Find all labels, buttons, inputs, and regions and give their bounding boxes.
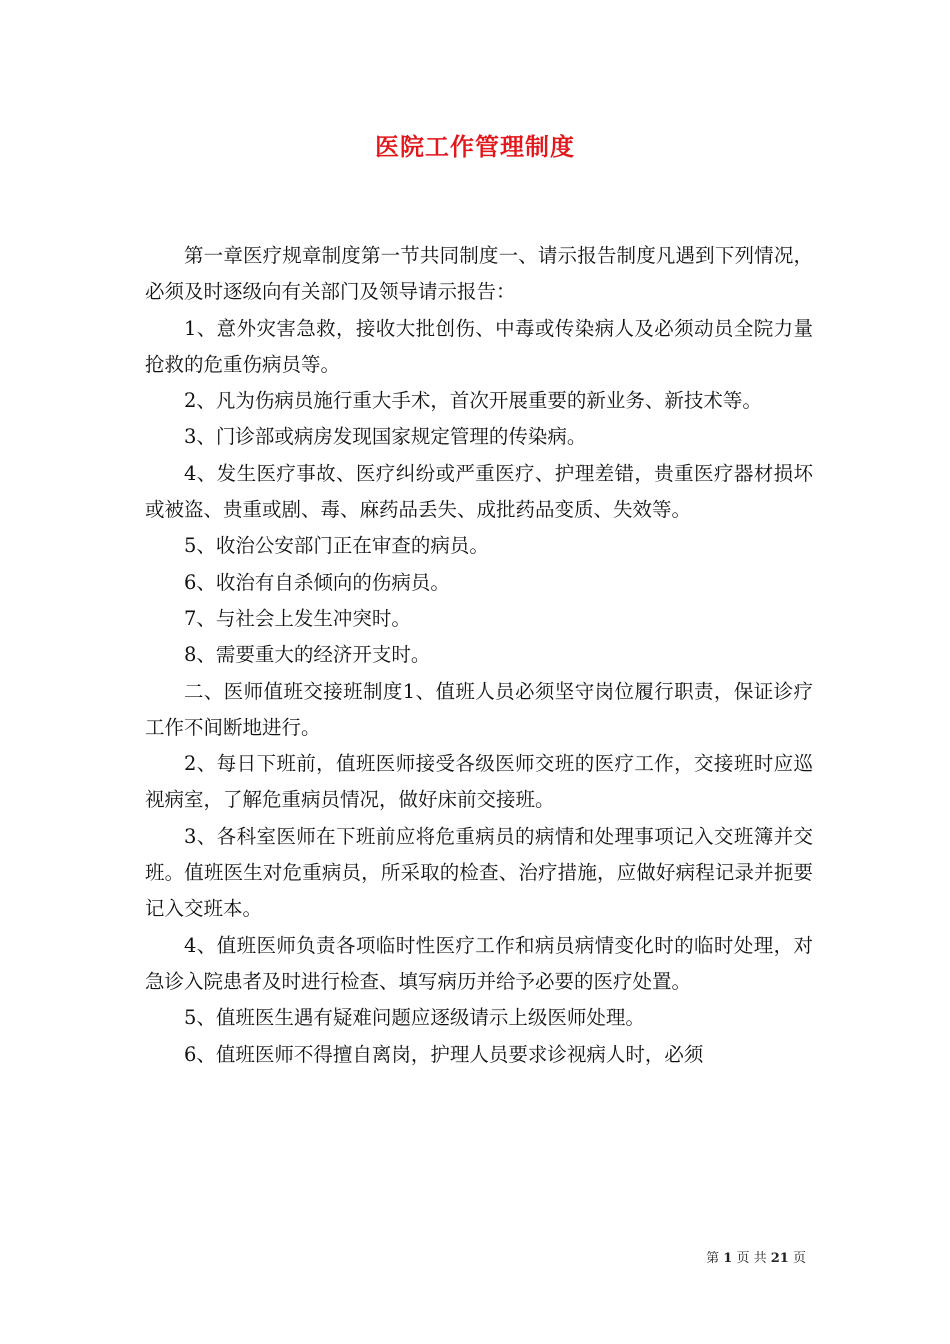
paragraph: 6、值班医师不得擅自离岗，护理人员要求诊视病人时，必须: [184, 1042, 704, 1066]
paragraph: 3、各科室医师在下班前应将危重病员的病情和处理事项记入交班簿并交班。值班医生对危重病员，所采取的检查、治疗措施，应做好病程记录并扼要记入交班本。: [145, 824, 813, 921]
paragraph: 4、发生医疗事故、医疗纠纷或严重医疗、护理差错，贵重医疗器材损坏或被盗、贵重或剧、毒、麻药品丢失、成批药品变质、失效等。: [145, 461, 813, 522]
paragraph: 4、值班医师负责各项临时性医疗工作和病员病情变化时的临时处理，对急诊入院患者及时进行检查、填写病历并给予必要的医疗处置。: [145, 933, 813, 993]
document-body: [145, 238, 813, 1073]
paragraph: 1、意外灾害急救，接收大批创伤、中毒或传染病人及必须动员全院力量抢救的危重伤病员等。: [145, 316, 813, 376]
paragraph: 二、医师值班交接班制度1、值班人员必须坚守岗位履行职责，保证诊疗工作不间断地进行。: [145, 679, 813, 739]
page-number-footer: [0, 1250, 806, 1268]
paragraph: 7、与社会上发生冲突时。: [184, 606, 411, 630]
paragraph: 2、每日下班前，值班医师接受各级医师交班的医疗工作，交接班时应巡视病室，了解危重病员情况，做好床前交接班。: [145, 752, 813, 812]
paragraph: 5、值班医生遇有疑难问题应逐级请示上级医师处理。: [184, 1006, 645, 1030]
current-page-number: 1: [723, 1251, 733, 1266]
footer-prefix: 第: [706, 1251, 720, 1266]
paragraph: 第一章医疗规章制度第一节共同制度一、请示报告制度凡遇到下列情况，必须及时逐级向有关部门及领导请示报告：: [145, 244, 813, 304]
total-pages-number: 21: [770, 1251, 789, 1266]
paragraph: 5、收治公安部门正在审查的病员。: [184, 534, 489, 558]
paragraph: 6、收治有自杀倾向的伤病员。: [184, 570, 450, 594]
paragraph: 2、凡为伤病员施行重大手术，首次开展重要的新业务、新技术等。: [184, 389, 762, 413]
paragraph: 3、门诊部或病房发现国家规定管理的传染病。: [184, 425, 587, 449]
footer-suffix: 页: [792, 1251, 806, 1266]
document-title: 医院工作管理制度: [375, 132, 575, 161]
footer-middle: 页 共: [736, 1251, 767, 1266]
paragraph: 8、需要重大的经济开支时。: [184, 643, 431, 667]
